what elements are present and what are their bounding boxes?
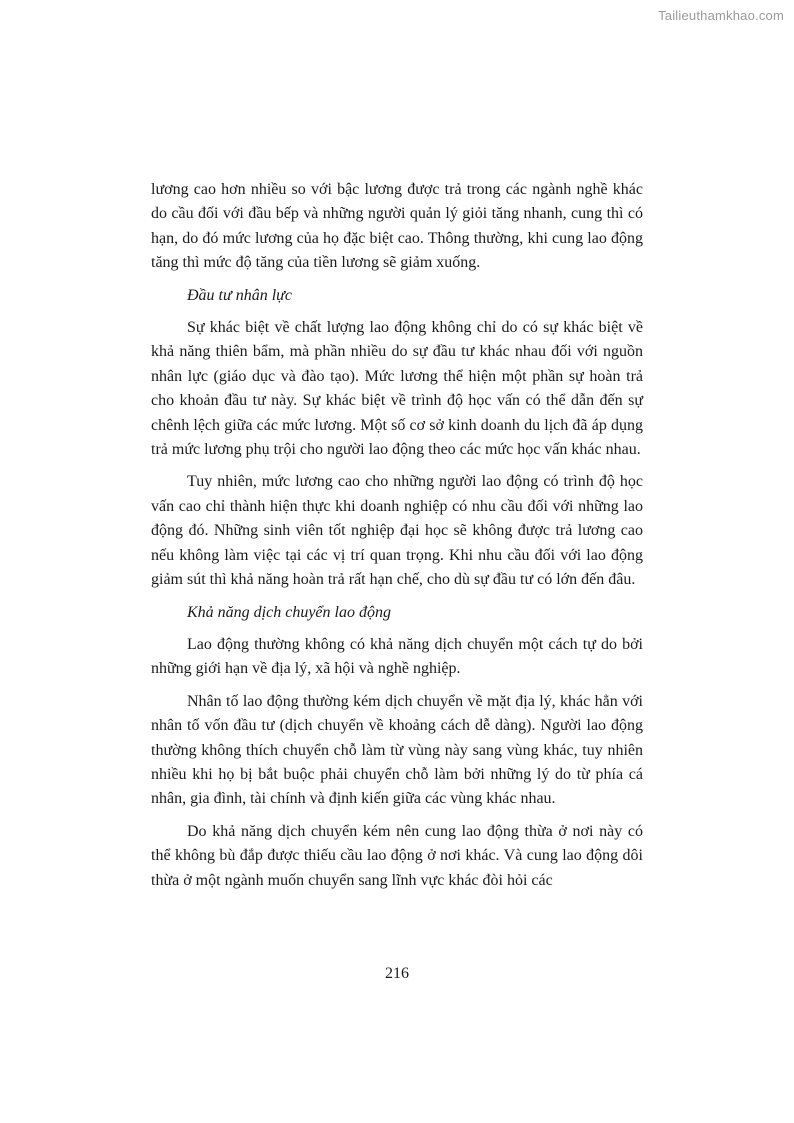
paragraph: Nhân tố lao động thường kém dịch chuyển về mặt địa lý, khác hẳn với nhân tố vốn đầu tư (dịch chuyển về khoảng cách dễ dàng). Người lao động thường không thích chuyển chỗ làm từ vùng này sang vùng khác, tuy nhiên nhiều khi họ bị bắt buộc phải chuyển chỗ làm bởi những lý do từ phía cá nhân, gia đình, tài chính và định kiến giữa các vùng khác nhau.	[151, 692, 643, 808]
paragraph: Do khả năng dịch chuyển kém nên cung lao động thừa ở nơi này có thể không bù đắp được thiếu cầu lao động ở nơi khác. Và cung lao động dôi thừa ở một ngành muốn chuyển sang lĩnh vực khác đòi hỏi các	[151, 822, 643, 889]
page-number: 216	[385, 965, 409, 982]
paragraph: Sự khác biệt về chất lượng lao động không chỉ do có sự khác biệt về khả năng thiên bẩm, mà phần nhiều do sự đầu tư khác nhau đối với nguồn nhân lực (giáo dục và đào tạo). Mức lương thể hiện một phần sự hoàn trả cho khoản đầu tư này. Sự khác biệt về trình độ học vấn có thể dẫn đến sự chênh lệch giữa các mức lương. Một số cơ sở kinh doanh du lịch đã áp dụng trả mức lương phụ trội cho người lao động theo các mức học vấn khác nhau.	[151, 319, 643, 459]
section-heading-investment: Đầu tư nhân lực	[187, 286, 292, 304]
section-heading-mobility: Khả năng dịch chuyển lao động	[187, 603, 391, 621]
watermark: Tailieuthamkhao.com	[658, 8, 784, 23]
paragraph: Lao động thường không có khả năng dịch chuyển một cách tự do bởi những giới hạn về địa lý, xã hội và nghề nghiệp.	[151, 635, 643, 678]
paragraph: Tuy nhiên, mức lương cao cho những người lao động có trình độ học vấn cao chỉ thành hiện thực khi doanh nghiệp có nhu cầu đối với những lao động đó. Những sinh viên tốt nghiệp đại học sẽ không được trả lương cao nếu không làm việc tại các vị trí quan trọng. Khi nhu cầu đối với lao động giảm sút thì khả năng hoàn trả rất hạn chế, cho dù sự đầu tư có lớn đến đâu.	[151, 473, 643, 589]
paragraph-continued: lương cao hơn nhiều so với bậc lương được trả trong các ngành nghề khác do cầu đối với đầu bếp và những người quản lý giỏi tăng nhanh, cung thì có hạn, do đó mức lương của họ đặc biệt cao. Thông thường, khi cung lao động tăng thì mức độ tăng của tiền lương sẽ giảm xuống.	[151, 181, 643, 272]
page-body	[151, 178, 643, 901]
